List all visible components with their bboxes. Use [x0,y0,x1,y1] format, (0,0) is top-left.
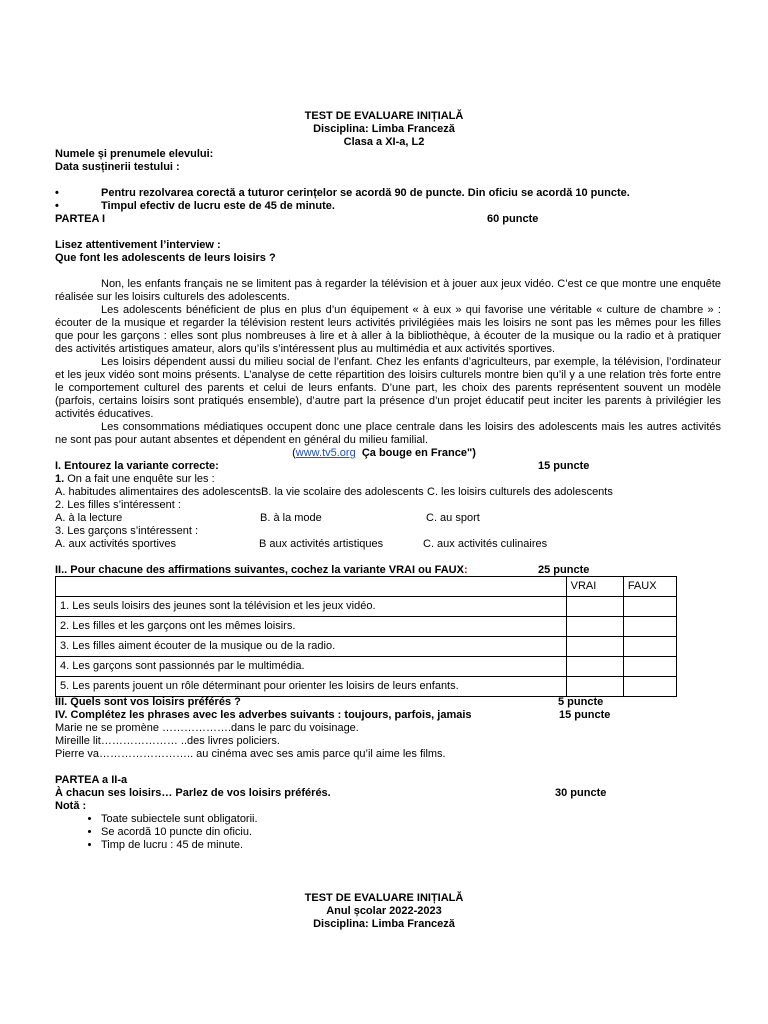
part1-points: 60 puncte [487,213,539,225]
option-a: A. aux activités sportives [55,538,177,550]
ex2-title: II.. Pour chacune des affirmations suivantes, cochez la variante VRAI ou FAUX [55,564,464,576]
list-item: • Se acordă 10 puncte din oficiu. [101,826,721,839]
vrai-checkbox-cell[interactable] [566,597,623,617]
question [55,473,721,486]
ex3-points: 5 puncte [558,696,604,708]
faux-checkbox-cell[interactable] [623,597,676,617]
source-title: Ça bouge en France") [361,447,476,459]
ex4-title: IV. Complétez les phrases avec les adverbes suivants : toujours, parfois, jamais [55,709,472,721]
bullet: • [55,187,59,199]
source-line [0,447,768,460]
faux-checkbox-cell[interactable] [623,617,676,637]
question: 3. Les garçons s’intéressent : [55,525,199,537]
class-label: Clasa a XI-a, L2 [343,136,425,148]
fill-in-sentence: Marie ne se promène ……………….dans le parc du voisinage. [55,722,359,734]
paragraph: Les consommations médiatiques occupent donc une place centrale dans les loisirs des adolescents mais les autres activités ne sont pas pour autant absentes et dépendent en général du milieu familial. [55,421,721,446]
faux-header: FAUX [623,577,676,597]
ex3-title: III. Quels sont vos loisirs préférés ? [55,696,241,708]
ex4-points: 15 puncte [559,709,611,721]
option-c: C. aux activités culinaires [423,538,548,550]
option-b: B. la vie scolaire des adolescents [261,486,424,498]
interview-intro [55,239,721,265]
part1-title: PARTEA I [55,213,106,225]
faux-checkbox-cell[interactable] [623,657,676,677]
statement-cell: 1. Les seuls loisirs des jeunes sont la télévision et les jeux vidéo. [56,597,567,617]
ex2-points: 25 puncte [538,564,590,576]
table-row [56,657,677,677]
instruction-text: Timpul efectiv de lucru este de 45 de minute. [101,200,335,212]
option-a: A. habitudes alimentaires des adolescents [55,486,262,498]
question-text: On a fait une enquête sur les : [67,473,215,485]
table-row [56,617,677,637]
test-date-label: Data susținerii testului : [55,161,180,173]
source-link[interactable]: www.tv5.org [295,447,356,459]
vrai-checkbox-cell[interactable] [566,677,623,697]
vrai-header: VRAI [566,577,623,597]
option-c: C. au sport [426,512,480,524]
statement-cell: 2. Les filles et les garçons ont les mêmes loisirs. [56,617,567,637]
ex3-heading [55,696,721,709]
fill-in-sentence: Mireille lit………………… ..des livres policiers. [55,735,280,747]
intro-instruction: Lisez attentivement l’interview : [55,239,221,251]
statement-cell: 4. Les garçons sont passionnés par le multimédia. [56,657,567,677]
exercise-1 [55,460,721,551]
test-title: TEST DE EVALUARE INIȚIALĂ [304,892,464,904]
part2 [55,774,721,852]
table-header-row [56,577,677,597]
instructions [55,187,721,226]
option-b: B. à la mode [260,512,322,524]
bullet: • [55,200,59,212]
part2-task-row [55,787,721,800]
part2-task: À chacun ses loisirs… Parlez de vos loisirs préférés. [55,787,331,799]
list-item: • Toate subiectele sunt obligatorii. [101,813,721,826]
part2-title: PARTEA a II-a [55,774,128,786]
paragraph: Les adolescents bénéficient de plus en plus d’un équipement « à eux » qui favorise une véritable « culture de chambre » : écouter de la musique et regarder la télévision restent leurs activités privilégiées mais les loisirs ne sont pas les mêmes pour les filles que pour les garçons : elles sont plus nombreuses à lire et à aller à la bibliothèque, à écouter de la musique ou la radio et à pratiquer des activités artistiques amateur, alors qu’ils s’intéressent plus au multimédia et aux activités sportives. [55,304,721,355]
ex2-colon: : [463,564,468,576]
ex1-points: 15 puncte [538,460,590,472]
list-item: • Timp de lucru : 45 de minute. [101,839,721,852]
instruction-item [55,187,721,200]
intro-question: Que font les adolescents de leurs loisirs ? [55,252,276,264]
test-title: TEST DE EVALUARE INIȚIALĂ [304,110,464,122]
option-c: C. les loisirs culturels des adolescents [427,486,613,498]
exercise-3-4 [55,696,721,761]
note-label: Notă : [55,800,87,812]
statement-cell: 3. Les filles aiment écouter de la musique ou de la radio. [56,637,567,657]
options-row [55,512,721,525]
faux-checkbox-cell[interactable] [623,637,676,657]
part1-heading [55,213,721,226]
table-row [56,637,677,657]
faux-checkbox-cell[interactable] [623,677,676,697]
options-row [55,538,721,551]
second-header [0,892,768,931]
table-row [56,677,677,697]
paragraph: Non, les enfants français ne se limitent pas à regarder la télévision et à jouer aux jeux vidéo. C’est ce que montre une enquête réalisée sur les loisirs culturels des adolescents. [55,278,721,303]
fill-in-sentence: Pierre va…………………….. au cinéma avec ses amis parce qu’il aime les films. [55,748,446,760]
student-info [55,148,721,174]
discipline: Disciplina: Limba Franceză [313,918,455,930]
part2-points: 30 puncte [555,787,607,799]
source-paren: ( [292,447,296,459]
vrai-checkbox-cell[interactable] [566,637,623,657]
notes-list [55,813,721,852]
statement-cell: 5. Les parents jouent un rôle déterminant pour orienter les loisirs de leurs enfants. [56,677,567,697]
option-a: A. à la lecture [55,512,123,524]
question-number: 1. [55,473,65,485]
instruction-item [55,200,721,213]
ex1-title: I. Entourez la variante correcte: [55,460,219,472]
table-row [56,597,677,617]
options-row [55,486,721,499]
true-false-table [55,576,677,697]
discipline: Disciplina: Limba Franceză [313,123,455,135]
table-header-cell [56,577,567,597]
ex1-heading [55,460,721,473]
reading-text [55,278,721,447]
vrai-checkbox-cell[interactable] [566,617,623,637]
ex4-heading [55,709,721,722]
question: 2. Les filles s’intéressent : [55,499,181,511]
school-year: Anul școlar 2022-2023 [326,905,442,917]
test-header [0,110,768,149]
vrai-checkbox-cell[interactable] [566,657,623,677]
student-name-label: Numele și prenumele elevului: [55,148,214,160]
instruction-text: Pentru rezolvarea corectă a tuturor cerințelor se acordă 90 de puncte. Din oficiu se acordă 10 puncte. [101,187,630,199]
option-b: B aux activités artistiques [259,538,384,550]
paragraph: Les loisirs dépendent aussi du milieu social de l’enfant. Chez les enfants d’agriculteurs, par exemple, la télévision, l’ordinateur et les jeux vidéo sont moins présents. L’analyse de cette répartition des loisirs culturels montre bien qu’il y a une relation très forte entre le comportement culturel des parents et celui de leurs enfants. D’une part, les choix des parents représentent souvent un modèle (parfois, certains loisirs sont pratiqués ensemble), d’autre part la présence d’un projet éducatif peut inciter les parents à privilégier les activités éducatives. [55,356,721,420]
